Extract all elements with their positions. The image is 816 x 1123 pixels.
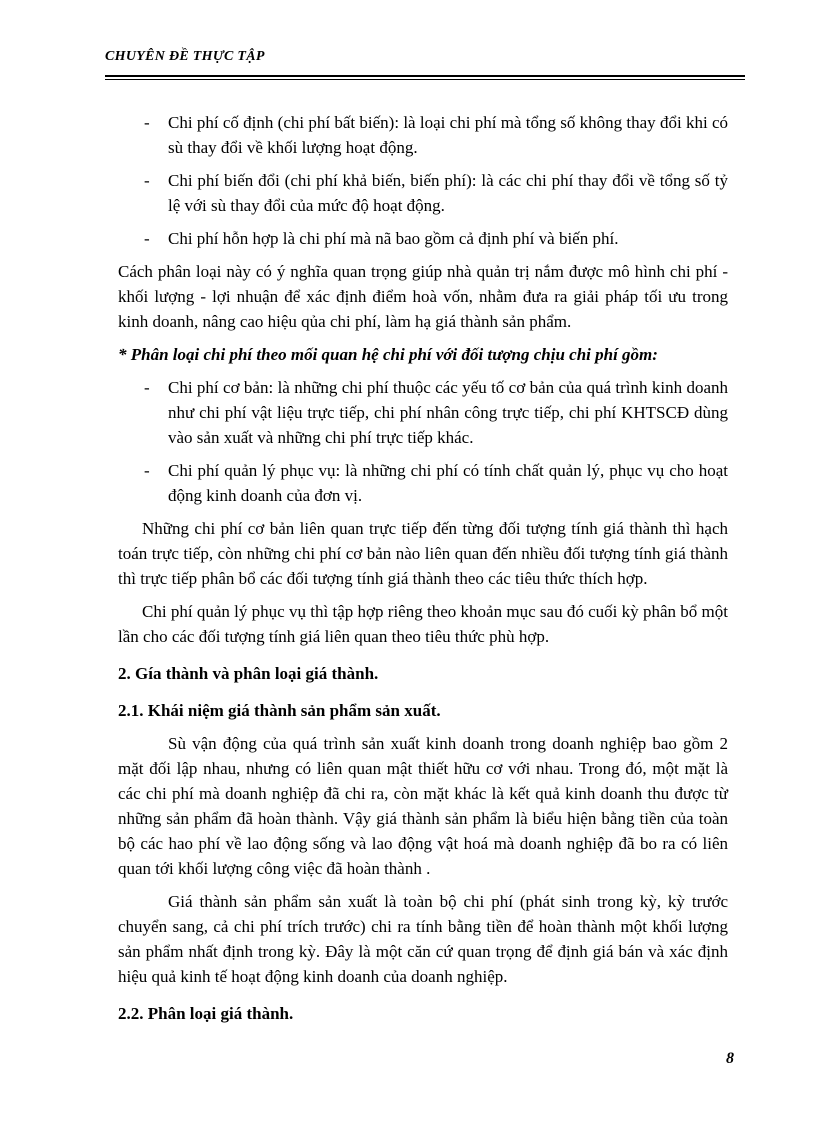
- page-number: 8: [726, 1050, 734, 1067]
- heading-section-2: 2. Gía thành và phân loại giá thành.: [118, 664, 379, 683]
- bullet-text: Chi phí hỗn hợp là chi phí mà nã bao gồm cả định phí và biến phí.: [168, 229, 619, 248]
- paragraph-classification-meaning: Cách phân loại này có ý nghĩa quan trọng giúp nhà quản trị nắm được mô hình chi phí - khối lượng - lợi nhuận để xác định điểm hoà vốn, nhằm đưa ra giải pháp tối ưu trong kinh doanh, nâng cao hiệu qủa chi phí, làm hạ giá thành sản phẩm.: [118, 262, 728, 331]
- bullet-text: Chi phí quản lý phục vụ: là những chi phí có tính chất quản lý, phục vụ cho hoạt động kinh doanh của đơn vị.: [168, 461, 728, 505]
- paragraph-basic-cost-accounting: Những chi phí cơ bản liên quan trực tiếp đến từng đối tượng tính giá thành thì hạch toán trực tiếp, còn những chi phí cơ bản nào liên quan đến nhiều đối tượng tính giá thành thì trực tiếp phân bổ các đối tượng tính giá thành theo các tiêu thức thích hợp.: [118, 519, 728, 588]
- paragraph-product-cost-definition: Giá thành sản phẩm sản xuất là toàn bộ chi phí (phát sinh trong kỳ, kỳ trước chuyển sang, cả chi phí trích trước) chi ra tính bằng tiền để hoàn thành một khối lượng sản phẩm nhất định trong kỳ. Đây là một căn cứ quan trọng để định giá bán và xác định hiệu quả kinh tế hoạt động kinh doanh của doanh nghiệp.: [118, 892, 728, 986]
- heading-section-2-2: 2.2. Phân loại giá thành.: [118, 1004, 294, 1023]
- bullet-dash: -: [144, 378, 150, 397]
- bullet-text: Chi phí cố định (chi phí bất biến): là loại chi phí mà tổng số không thay đổi khi có sù thay đổi về khối lượng hoạt động.: [168, 113, 728, 157]
- bullet-basic-cost: [118, 375, 728, 450]
- bullet-dash: -: [144, 113, 150, 132]
- bullet-dash: -: [144, 171, 150, 190]
- bullet-management-cost: [118, 458, 728, 508]
- bullet-dash: -: [144, 461, 150, 480]
- bullet-dash: -: [144, 229, 150, 248]
- header-rule-thin: [105, 79, 745, 80]
- bullet-fixed-cost: [118, 110, 728, 160]
- bullet-mixed-cost: [118, 226, 728, 251]
- header-rule-thick: [105, 75, 745, 77]
- paragraph-management-cost-allocation: Chi phí quản lý phục vụ thì tập hợp riêng theo khoản mục sau đó cuối kỳ phân bổ một lần cho các đối tượng tính giá liên quan theo tiêu thức phù hợp.: [118, 602, 728, 646]
- subheading-cost-relationship: * Phân loại chi phí theo mối quan hệ chi phí với đối tượng chịu chi phí gồm:: [118, 345, 658, 364]
- header-title: CHUYÊN ĐỀ THỰC TẬP: [105, 49, 265, 64]
- bullet-text: Chi phí cơ bản: là những chi phí thuộc các yếu tố cơ bản của quá trình kinh doanh như chi phí vật liệu trực tiếp, chi phí nhân công trực tiếp, chi phí KHTSCĐ dùng vào sản xuất và những chi phí trực tiếp khác.: [168, 378, 728, 447]
- page-header: [105, 49, 745, 65]
- paragraph-production-movement: Sù vận động của quá trình sản xuất kinh doanh trong doanh nghiệp bao gồm 2 mặt đối lập nhau, nhưng có liên quan mật thiết hữu cơ với nhau. Trong đó, một mặt là các chi phí mà doanh nghiệp đã chi ra, còn mặt khác là kết quả kinh doanh thu được từ những sản phẩm đã hoàn thành. Vậy giá thành sản phẩm là biểu hiện bằng tiền của toàn bộ các hao phí về lao động sống và lao động vật hoá mà doanh nghiệp đã bo ra có liên quan tới khối lượng công việc đã hoàn thành .: [118, 734, 728, 878]
- bullet-text: Chi phí biến đổi (chi phí khả biến, biến phí): là các chi phí thay đổi về tổng số tỷ lệ với sù thay đổi của mức độ hoạt động.: [168, 171, 728, 215]
- bullet-variable-cost: [118, 168, 728, 218]
- heading-section-2-1: 2.1. Khái niệm giá thành sản phẩm sản xuất.: [118, 701, 441, 720]
- document-body: [118, 110, 728, 1034]
